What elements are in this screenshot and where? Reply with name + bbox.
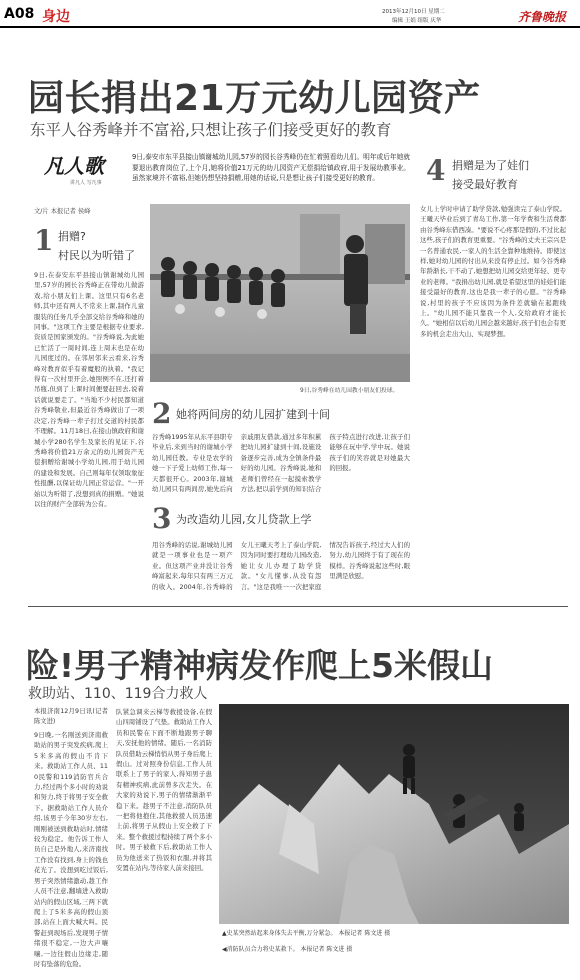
section4-title-line2: 接受最好教育 <box>452 178 518 191</box>
story1-lead: 9日,泰安市东平县接山镇谢城幼儿园,57岁的园长谷秀峰仍在忙着照看幼儿们。明年或后年她就要退出教育岗位了,上个月,她将价值21万元的幼儿园资产无偿捐给镇政府,用于发展幼教事业。虽然家境并不富裕,但她仍想坚持捐赠,用她的话说,只是想让孩子们接受更好的教育。 <box>132 153 410 183</box>
rescue-photo-caption2: ◀消防队员合力将史某救下。 本报记者 陈文进 摄 <box>222 946 353 953</box>
column-logo-title: 凡人歌 <box>44 154 104 178</box>
section-name: 身边 <box>42 9 70 25</box>
section3-body: 用谷秀峰的话说,谢城幼儿园就是一项事业也是一项产业。但这项产业并没让谷秀峰富起来,每年只有两三万元的收入。2004年,谷秀峰的女儿王曦天考上了泰山学院,因为同时要打理幼儿园改造,她让女儿办理了助学贷款。"女儿懂事,从没有怨言。"这是我唯一一次把家庭情况告诉孩子,经过大人们的努力,幼儿园终于有了现在的模样。谷秀峰说起这些时,眼里满是欣慰。 <box>152 541 410 591</box>
paper-name-logo: 齐鲁晚报 <box>518 10 567 24</box>
story-divider-rule <box>28 606 568 607</box>
masthead-rule <box>0 26 580 28</box>
section3-number: 3 <box>152 502 172 535</box>
rescue-photo-caption1: ▲史某突然站起来身体失去平衡,万分紧急。 本报记者 陈文进 摄 <box>222 930 391 937</box>
date-line: 2013年12月10日 星期二 <box>382 9 445 15</box>
story2-body-col2: 队紧急调来云梯等救援设备,在假山四周铺设了气垫。救助站工作人员和民警在下面不断地跟男子聊天,安抚他的情绪。随后,一名消防队员借助云梯悄悄从男子身后爬上假山。过对照身份信息,工作人员联系上了男子的家人,得知男子患有精神疾病,此前曾多次走失。在大家的劝说下,男子的情绪渐渐平稳下来。趁男子不注意,消防队员一把将他抱住,其他救援人员迅速上前,将男子从假山上安全救了下来。整个救援过程持续了两个多小时。男子被救下后,救助站工作人员为他送来了热饭和衣服,并将其安置在站内,等待家人前来接回。 <box>116 708 212 873</box>
story1-subhead: 东平人谷秀峰并不富裕,只想让孩子们接受更好的教育 <box>30 121 392 139</box>
section2-number: 2 <box>152 397 172 430</box>
story2-body-col1: 9日晚,一名刚送到济南救助站的男子突发疾病,爬上5米多高的假山不肯下来。救助站工作人员、110民警和119消防官兵合力,经过两个多小时的劝说和努力,终于将男子安全救下。据救助站工作人员介绍,该男子今年30岁左右,刚刚被送到救助站时,情绪较为稳定。他告诉工作人员自己是外地人,来济南找工作没有找到,身上的钱也花光了。没想到吃过饭后,男子突然情绪激动,趁工作人员不注意,翻墙进入救助站内的假山区域,三两下就爬上了5米多高的假山顶部,站在上面大喊大叫。民警赶到现场后,发现男子情绪很不稳定,一边大声嚷嚷,一边往假山边缘走,随时有坠落的危险。 <box>34 731 108 968</box>
section2-body: 谷秀峰1995年从东平县职专毕业后,来到当时的谢城小学幼儿园任教。专业是农学的她一下子爱上幼师工作,每一天都很开心。2003年,谢城幼儿园只有两间房,她先后向亲戚朋友借款,通过多年积累把幼儿园扩建到十间,设施设备逐步完善,成为全镇条件最好的幼儿园。谷秀峰说,她和老师们曾经在一起摸索教学方法,把以前学到的知识结合孩子特点进行改进,让孩子们能够在玩中学,学中玩。她说孩子们的笑容就是对她最大的回报。 <box>152 433 410 494</box>
column-logo-sub: 讲凡人 写凡事 <box>70 180 102 186</box>
editor-line: 编辑 王娟 组版 庆华 <box>392 18 442 24</box>
kindergarten-photo <box>150 204 410 382</box>
section1-title-line1: 捐赠? <box>58 230 86 243</box>
section1-number: 1 <box>34 224 54 257</box>
section1-body: 9日,在泰安东平县接山镇谢城幼儿园里,57岁的园长谷秀峰正在带幼儿做游戏,给小朋友们上课。这里只有6名老师,其中还有两人不常来上课,制作儿童服装的任务几乎全部交给谷秀峰和她的同事。"这项工作主要是根据专业要求,资质是国家颁发的。"谷秀峰说,为此她已忙活了一周时间,连上周末也是在幼儿园度过的。在邻居邻来云看来,谷秀峰对教育似乎有着魔般的执着。"我记得有一次村里开会,她照例不在,还打着吊瓶,但到了上课时间便要赶回去,说着话就说要走了。"当地不少村民都知道谷秀峰敬业,但最近谷秀峰做出了一项决定,谷秀峰一辈子打过交道的村民都不理解。11月18日,在接山镇政府和谢城小学280名学生及家长的见证下,谷秀峰将价值21万余元的幼儿园资产无偿捐赠给谢城小学幼儿园,用于幼儿园的建设和发展。自己则每年仅领取象征性报酬,以保证幼儿园正常运营。"一开始以为听错了,没想到真的捐赠。"她说以往的财产全部转为公有。 <box>34 271 144 508</box>
story2-byline: 本报济南12月9日讯(记者 陈文进) <box>34 708 108 726</box>
section4-body: 女儿上学时申请了助学贷款,勉强读完了泰山学院。王曦天毕业后到了青岛工作,第一年学费和生活费都由谷秀峰东借西凑。"要说不心疼那是假的,不过比起这些,孩子们的教育更重要。"谷秀峰的丈夫王宗兴是一名普通农民,一家人的生活全靠种地维持。即使这样,她对幼儿园的付出从来没有停止过。如今谷秀峰年龄渐长,干不动了,她想把幼儿园交给更年轻、更专业的老师。"我捐出幼儿园,就是希望这里的娃娃们能接受最好的教育,这也是我一辈子的心愿。"谷秀峰说,村里的孩子不应该因为条件差就输在起跑线上。"幼儿园不能只靠我一个人,交给政府才能长久。"她相信以后幼儿园会越来越好,孩子们也会有更多的机会走出大山、实现梦想。 <box>420 205 566 338</box>
story2-headline: 险!男子精神病发作爬上5米假山 <box>26 646 494 685</box>
story2-subhead: 救助站、110、119合力救人 <box>28 686 208 702</box>
column-logo <box>44 150 130 190</box>
section2-title: 她将两间房的幼儿园扩建到十间 <box>176 408 330 421</box>
page-code: A08 <box>4 6 35 22</box>
kindergarten-photo-image <box>150 204 410 382</box>
rescue-photo <box>219 704 569 924</box>
rescue-photo-image <box>219 704 569 924</box>
section3-title: 为改造幼儿园,女儿贷款上学 <box>176 513 312 526</box>
story1-byline: 文/片 本报记者 侯峰 <box>34 208 91 215</box>
section4-title-line1: 捐赠是为了娃们 <box>452 159 529 172</box>
section4-number: 4 <box>426 154 446 187</box>
section1-title-line2: 村民以为听错了 <box>58 249 135 262</box>
photo-caption: 9日,谷秀峰在幼儿园教小朋友们投球。 <box>300 388 399 394</box>
story1-headline: 园长捐出21万元幼儿园资产 <box>28 78 481 119</box>
